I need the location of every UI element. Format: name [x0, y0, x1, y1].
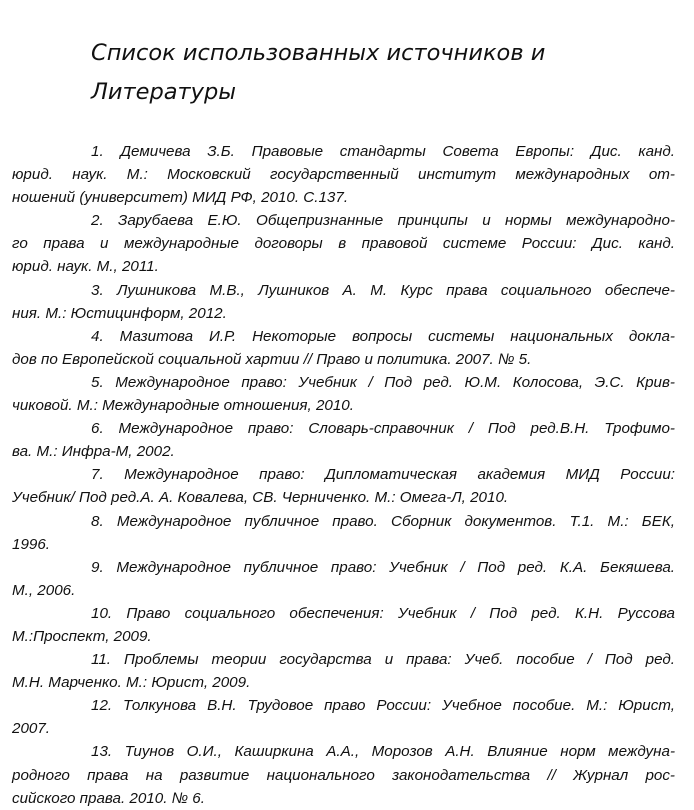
reference-item: [12, 463, 675, 509]
reference-line: юрид. наук. М., 2011.: [12, 258, 159, 276]
reference-item: [12, 417, 675, 463]
reference-line: го права и международные договоры в правовой системе России: Дис. канд.: [12, 235, 675, 253]
reference-line: ва. М.: Инфра-М, 2002.: [12, 443, 175, 461]
reference-item: [12, 371, 675, 417]
reference-line: юрид. наук. М.: Московский государственный институт международных от-: [12, 166, 675, 184]
reference-line: дов по Европейской социальной хартии // Право и политика. 2007. № 5.: [12, 350, 532, 368]
reference-item: [12, 648, 675, 694]
reference-line: 8. Международное публичное право. Сборник документов. Т.1. М.: БЕК,: [91, 512, 675, 530]
reference-line: 2007.: [12, 720, 51, 738]
reference-line: 9. Международное публичное право: Учебник / Под ред. К.А. Бекяшева.: [91, 558, 675, 576]
reference-line: 4. Мазитова И.Р. Некоторые вопросы системы национальных докла-: [91, 327, 675, 345]
reference-item: [12, 556, 675, 602]
reference-item: [12, 279, 675, 325]
reference-line: 5. Международное право: Учебник / Под ред. Ю.М. Колосова, Э.С. Крив-: [91, 373, 675, 391]
reference-line: М.Н. Марченко. М.: Юрист, 2009.: [12, 674, 251, 692]
reference-item: [12, 510, 675, 556]
page-title-line: Литературы: [91, 79, 237, 105]
reference-item: [12, 740, 675, 809]
reference-line: 3. Лушникова М.В., Лушников А. М. Курс права социального обеспече-: [91, 281, 675, 299]
reference-list: [12, 140, 675, 810]
reference-item: [12, 602, 675, 648]
reference-line: 12. Толкунова В.Н. Трудовое право России: Учебное пособие. М.: Юрист,: [91, 697, 675, 715]
reference-line: 2. Зарубаева Е.Ю. Общепризнанные принципы и нормы международно-: [91, 212, 675, 230]
reference-line: чиковой. М.: Международные отношения, 2010.: [12, 397, 354, 415]
reference-item: [12, 325, 675, 371]
reference-line: 1. Демичева З.Б. Правовые стандарты Совета Европы: Дис. канд.: [91, 143, 675, 160]
page-title-line: Список использованных источников и: [91, 40, 546, 66]
reference-line: 1996.: [12, 535, 51, 553]
reference-line: М., 2006.: [12, 581, 76, 599]
reference-line: ношений (университет) МИД РФ, 2010. С.137.: [12, 189, 349, 207]
reference-line: 6. Международное право: Словарь-справочник / Под ред.В.Н. Трофимо-: [91, 420, 675, 438]
reference-line: сийского права. 2010. № 6.: [12, 789, 205, 807]
reference-line: М.:Проспект, 2009.: [12, 627, 152, 645]
reference-item: [12, 209, 675, 278]
reference-item: [12, 140, 675, 209]
reference-line: ния. М.: Юстицинформ, 2012.: [12, 304, 227, 322]
reference-line: родного права на развитие национального законодательства // Журнал рос-: [12, 766, 675, 784]
reference-line: 11. Проблемы теории государства и права: Учеб. пособие / Под ред.: [91, 651, 675, 669]
page-title: [91, 34, 651, 112]
reference-line: 13. Тиунов О.И., Каширкина А.А., Морозов А.Н. Влияние норм междуна-: [91, 743, 675, 761]
reference-line: 7. Международное право: Дипломатическая академия МИД России:: [91, 466, 675, 484]
reference-line: 10. Право социального обеспечения: Учебник / Под ред. К.Н. Руссова: [91, 604, 675, 622]
reference-item: [12, 694, 675, 740]
reference-line: Учебник/ Под ред.А. А. Ковалева, СВ. Черниченко. М.: Омега-Л, 2010.: [12, 489, 509, 507]
